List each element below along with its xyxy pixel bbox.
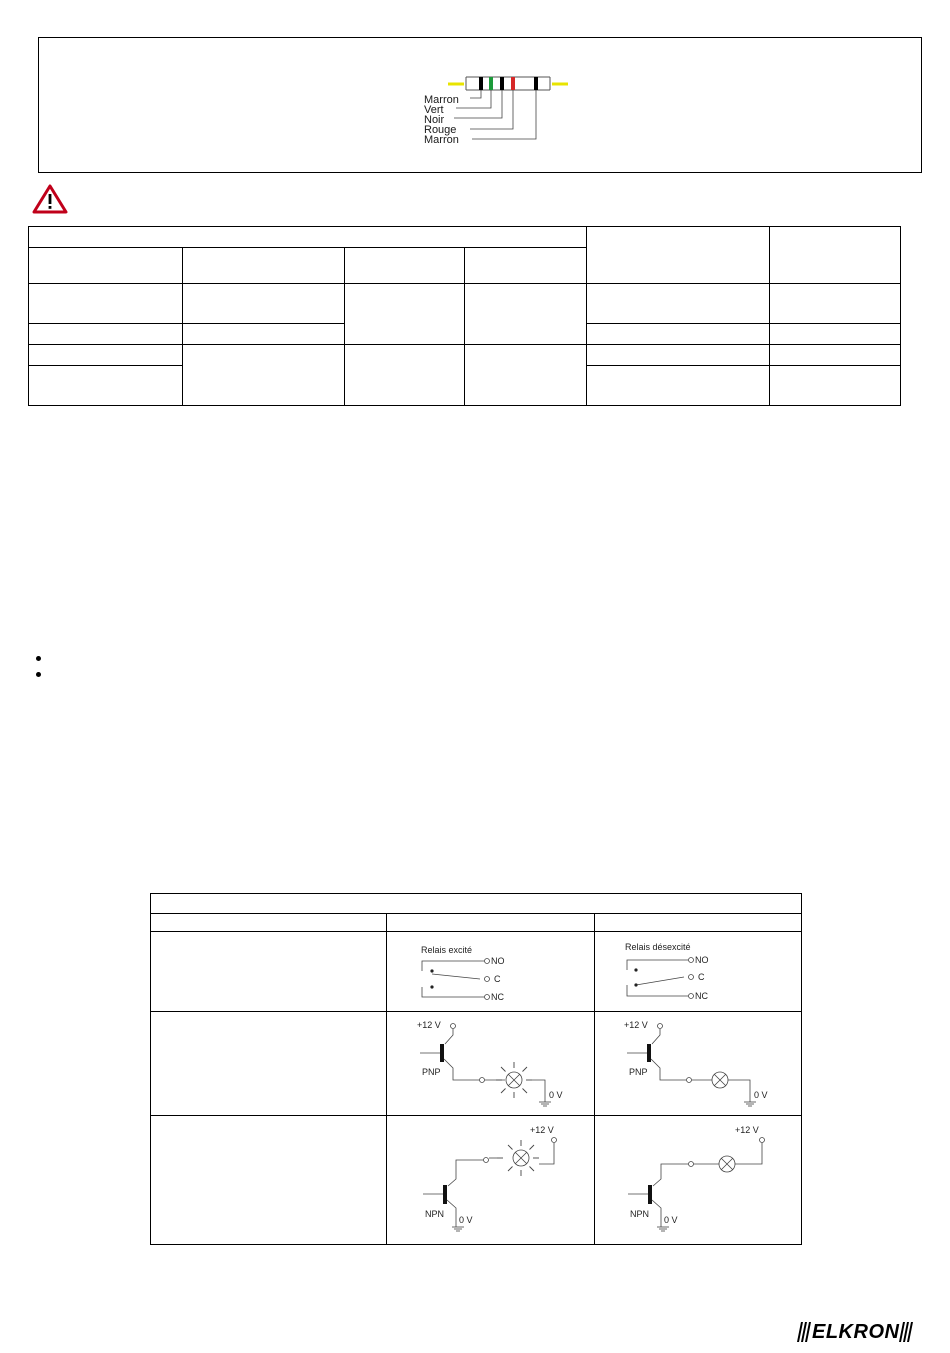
relay-deexcited-no: NO [695, 955, 709, 965]
logo-text: ELKRON [812, 1321, 900, 1343]
stripe-red [511, 77, 515, 90]
npn-on-schematic [418, 1122, 578, 1234]
spec-cell [29, 284, 183, 324]
npn-off-12v: +12 V [735, 1125, 759, 1135]
spec-table [28, 226, 901, 406]
npn-off-0v: 0 V [664, 1215, 678, 1225]
pnp-off-0v: 0 V [754, 1090, 768, 1100]
relay-excited-schematic [418, 943, 518, 1005]
wire-label-3: Noir [424, 114, 445, 126]
logo-stripes-left-icon [797, 1322, 811, 1342]
spec-cell [465, 345, 587, 406]
bullet-2 [36, 672, 41, 677]
relay-excited-no: NO [491, 956, 505, 966]
spec-header-col6 [770, 227, 901, 284]
wire-label-1: Marron [424, 94, 459, 106]
stripe-brown [479, 77, 483, 90]
spec-cell [587, 345, 770, 366]
relay-deexcited-nc: NC [695, 991, 708, 1001]
warning-icon [32, 184, 68, 214]
spec-header-col2 [182, 247, 344, 284]
spec-cell [344, 345, 465, 406]
stripe-green [489, 77, 493, 90]
npn-on-12v: +12 V [530, 1125, 554, 1135]
npn-on-label: NPN [425, 1209, 445, 1219]
relay-excited-c: C [494, 974, 501, 984]
stripe-brown-2 [534, 77, 538, 90]
spec-cell [182, 324, 344, 345]
wire-label-2: Vert [424, 104, 444, 116]
output-table-title [151, 894, 802, 914]
spec-cell [29, 345, 183, 366]
spec-cell [29, 324, 183, 345]
spec-cell [770, 284, 901, 324]
pnp-off-12v: +12 V [624, 1020, 648, 1030]
output-header-col3 [595, 914, 802, 932]
spec-header-col5 [587, 227, 770, 284]
pnp-off-schematic [622, 1017, 782, 1109]
relay-excited-nc: NC [491, 992, 504, 1002]
output-header-col1 [151, 914, 387, 932]
spec-cell [344, 284, 465, 345]
spec-cell [770, 365, 901, 405]
spec-header-col3 [344, 247, 465, 284]
spec-cell [29, 365, 183, 405]
spec-cell [770, 345, 901, 366]
spec-cell [587, 284, 770, 324]
pnp-on-12v: +12 V [417, 1020, 441, 1030]
pnp-on-0v: 0 V [549, 1090, 563, 1100]
relay-deexcited-schematic [622, 940, 722, 1004]
relay-excited-label: Relais excité [421, 945, 473, 955]
npn-on-0v: 0 V [459, 1215, 473, 1225]
relay-deexcited-label: Relais désexcité [625, 942, 691, 952]
logo-stripes-right-icon [899, 1322, 915, 1342]
pnp-on-schematic [415, 1017, 575, 1109]
output-row-npn-label [151, 1116, 387, 1245]
spec-header-group [29, 227, 587, 248]
wire-label-4: Rouge [424, 124, 457, 136]
npn-off-schematic [623, 1122, 783, 1234]
bullet-1 [36, 656, 41, 661]
stripe-black [500, 77, 504, 90]
wire-label-5: Marron [424, 134, 459, 146]
spec-header-col1 [29, 247, 183, 284]
output-header-col2 [386, 914, 595, 932]
output-row-relay-label [151, 932, 387, 1012]
elkron-logo [797, 1320, 917, 1344]
spec-cell [587, 365, 770, 405]
npn-off-label: NPN [630, 1209, 650, 1219]
output-row-pnp-label [151, 1012, 387, 1116]
spec-cell [587, 324, 770, 345]
wiring-diagram [420, 72, 580, 146]
spec-cell [182, 345, 344, 406]
spec-cell [770, 324, 901, 345]
pnp-on-label: PNP [422, 1067, 441, 1077]
relay-deexcited-c: C [698, 972, 705, 982]
spec-cell [465, 284, 587, 345]
spec-header-col4 [465, 247, 587, 284]
pnp-off-label: PNP [629, 1067, 648, 1077]
spec-cell [182, 284, 344, 324]
